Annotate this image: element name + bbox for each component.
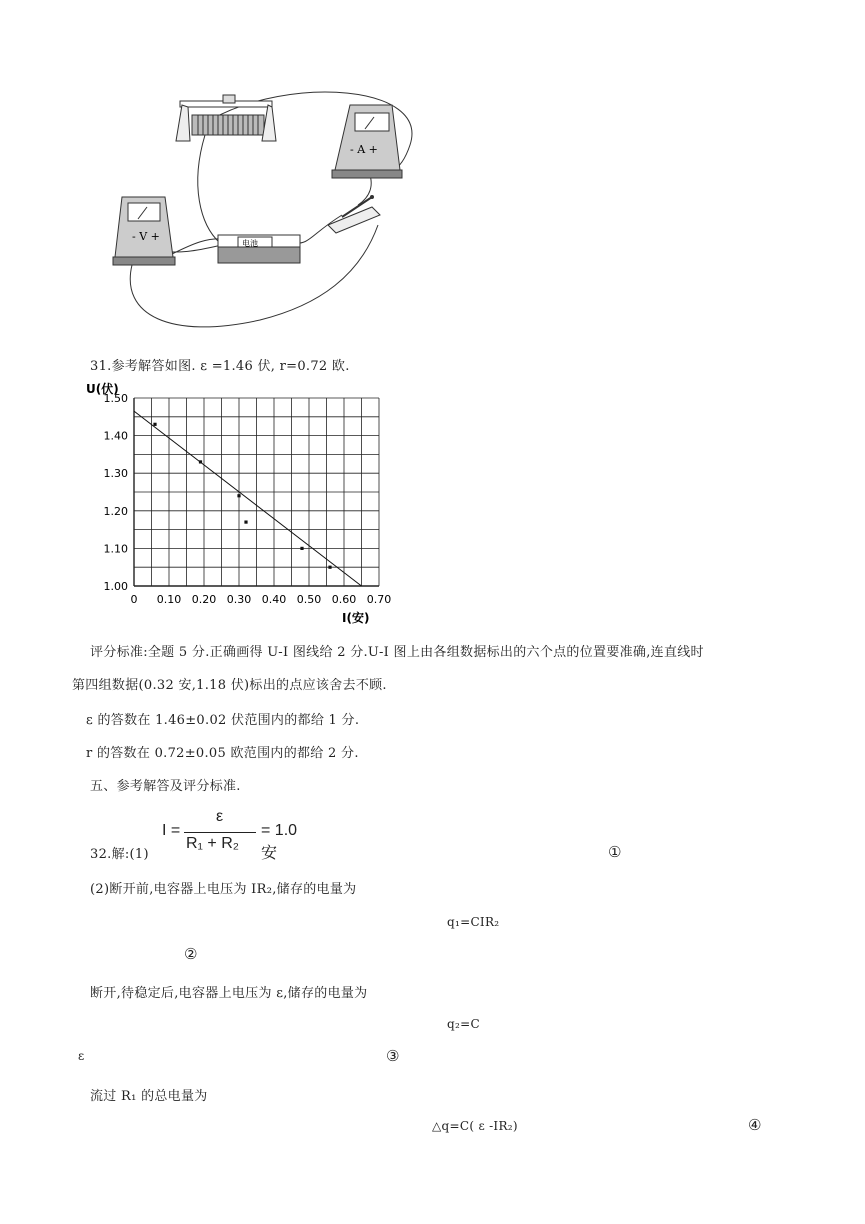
y-tick-label: 1.30 (103, 467, 128, 481)
q32-q2: q₂=C (447, 1017, 480, 1031)
x-tick-label: 0.30 (226, 593, 252, 606)
x-tick-label: 0.70 (366, 593, 392, 606)
x-tick-label: 0.40 (261, 593, 287, 606)
section-5-heading: 五、参考解答及评分标准. (90, 779, 241, 794)
circuit-illustration (110, 85, 440, 335)
q32-delta-q: △q=C( ε -IR₂) (432, 1119, 518, 1133)
y-tick-label: 1.20 (103, 504, 128, 518)
y-tick-label: 1.00 (103, 580, 128, 593)
x-axis-label: I(安) (342, 611, 370, 625)
q32-part3: 断开,待稳定后,电容器上电压为 ε,储存的电量为 (90, 986, 368, 1001)
switch-icon (328, 195, 380, 233)
scoring-line-1: 评分标准:全题 5 分.正确画得 U-I 图线给 2 分.U-I 图上由各组数据标出的六个点的位置要准确,连直线时 (90, 645, 704, 660)
battery-icon (218, 235, 300, 263)
scoring-line-3: ε 的答数在 1.46±0.02 伏范围内的都给 1 分. (86, 713, 360, 728)
voltmeter-icon (113, 197, 175, 265)
circled-mark-3: ③ (386, 1047, 400, 1065)
answer-31: 31.参考解答如图. ε =1.46 伏, r=0.72 欧. (90, 359, 350, 374)
q32-intro: 32.解:(1) (90, 847, 149, 862)
data-point (237, 494, 240, 497)
q32-part2: (2)断开前,电容器上电压为 IR₂,储存的电量为 (90, 882, 357, 897)
data-point (153, 423, 156, 426)
ammeter-icon (332, 105, 402, 178)
circled-mark-1: ① (608, 843, 622, 861)
data-point (328, 566, 331, 569)
formula-lhs: I = (162, 822, 181, 839)
formula-current (162, 808, 312, 862)
x-tick-label: 0.10 (156, 593, 182, 606)
circled-mark-2: ② (184, 945, 198, 963)
data-point (244, 520, 247, 523)
x-tick-label: 0.20 (191, 593, 217, 606)
ammeter-label: - A + (350, 143, 378, 156)
q32-epsilon: ε (78, 1049, 85, 1063)
data-point (300, 547, 303, 550)
y-axis-label: U(伏) (86, 382, 119, 396)
data-point (199, 460, 202, 463)
fit-line (134, 411, 362, 586)
y-tick-label: 1.50 (103, 392, 128, 405)
scoring-line-2: 第四组数据(0.32 安,1.18 伏)标出的点应该舍去不顾. (72, 678, 387, 693)
scoring-line-4: r 的答数在 0.72±0.05 欧范围内的都给 2 分. (86, 746, 359, 761)
circled-mark-4: ④ (748, 1116, 762, 1134)
formula-numerator: ε (216, 808, 224, 825)
x-tick-label: 0.60 (331, 593, 357, 606)
q32-part4: 流过 R₁ 的总电量为 (90, 1089, 208, 1104)
ui-chart (80, 378, 410, 640)
y-tick-label: 1.10 (103, 542, 128, 556)
voltmeter-label: - V + (132, 230, 160, 243)
formula-result: = 1.0安 (261, 822, 298, 862)
x-tick-label: 0 (130, 593, 138, 606)
x-tick-label: 0.50 (296, 593, 322, 606)
formula-denominator: R₁ + R₂ (186, 835, 239, 852)
y-tick-label: 1.40 (103, 429, 128, 443)
battery-label: 电池 (242, 239, 258, 248)
rheostat-icon (176, 95, 276, 141)
q32-q1: q₁=CIR₂ (447, 915, 500, 929)
